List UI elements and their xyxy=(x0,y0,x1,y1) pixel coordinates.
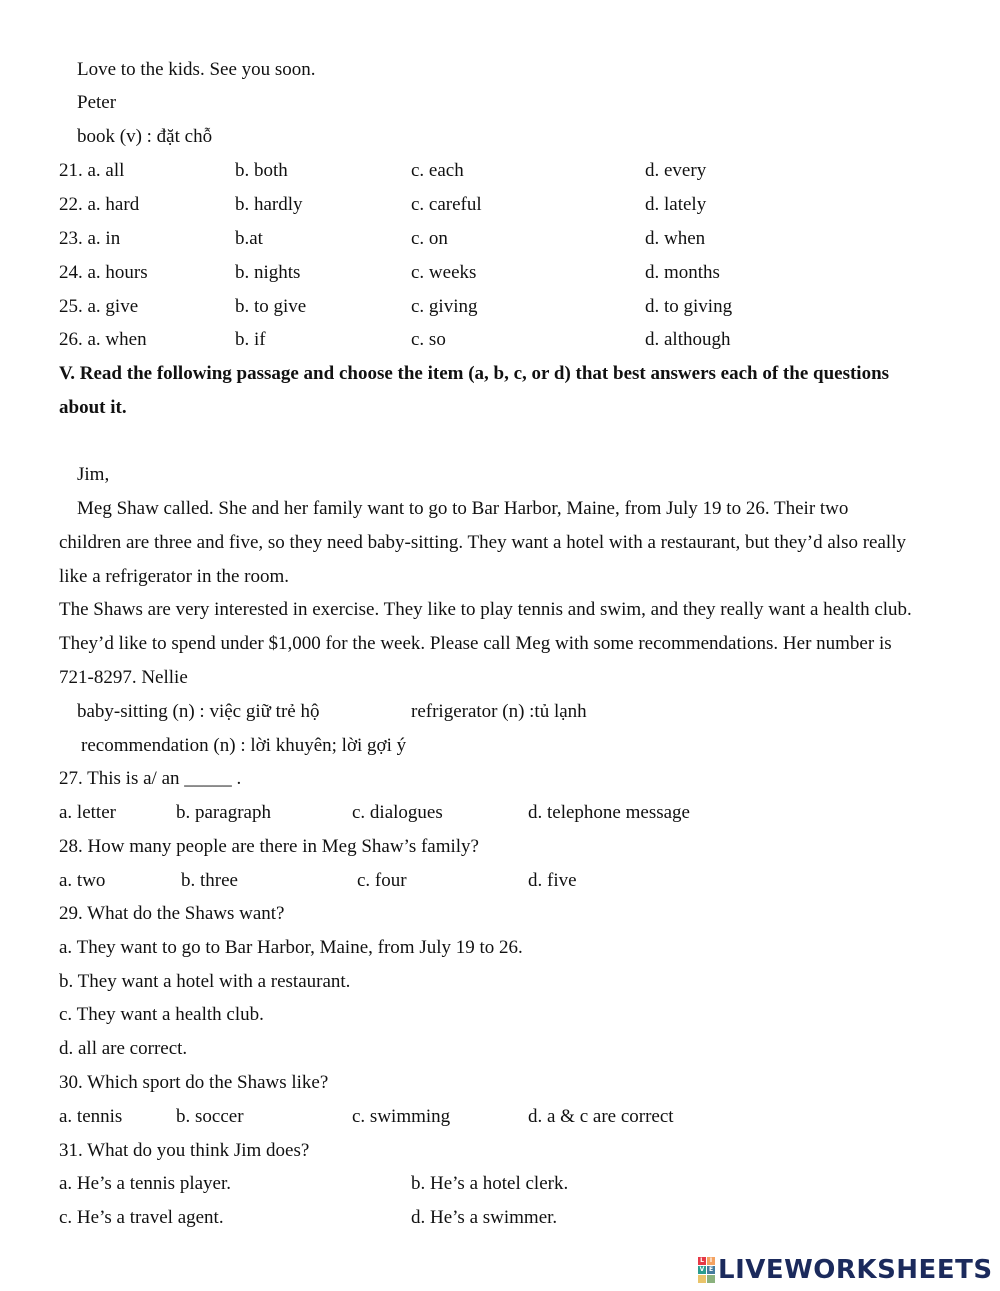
logo-mark-icon xyxy=(698,1257,715,1283)
q21-option-c[interactable]: c. each xyxy=(411,160,464,181)
passage-line: The Shaws are very interested in exercise. They like to play tennis and swim, and they really want a health club. xyxy=(59,599,912,620)
q21-option-d[interactable]: d. every xyxy=(645,160,707,181)
q21-option-b[interactable]: b. both xyxy=(235,160,288,181)
q30-option-a[interactable]: a. tennis xyxy=(59,1106,123,1127)
q21-option-a[interactable]: 21. a. all xyxy=(59,160,125,181)
q31-question: 31. What do you think Jim does? xyxy=(59,1140,310,1161)
q27-question: 27. This is a/ an _____ . xyxy=(59,768,242,789)
q31-option-a[interactable]: a. He’s a tennis player. xyxy=(59,1173,232,1194)
q29-option-a[interactable]: a. They want to go to Bar Harbor, Maine, from July 19 to 26. xyxy=(59,937,523,958)
q27-option-d[interactable]: d. telephone message xyxy=(528,802,690,823)
q31-option-c[interactable]: c. He’s a travel agent. xyxy=(59,1207,224,1228)
q23-option-c[interactable]: c. on xyxy=(411,228,448,249)
section-heading-cont: about it. xyxy=(59,397,127,418)
q29-question: 29. What do the Shaws want? xyxy=(59,903,285,924)
logo-block: V xyxy=(699,1266,705,1273)
q25-option-b[interactable]: b. to give xyxy=(235,296,307,317)
q28-option-c[interactable]: c. four xyxy=(357,870,407,891)
q31-option-d[interactable]: d. He’s a swimmer. xyxy=(411,1207,558,1228)
q30-option-b[interactable]: b. soccer xyxy=(176,1106,244,1127)
q27-option-a[interactable]: a. letter xyxy=(59,802,116,823)
q28-option-a[interactable]: a. two xyxy=(59,870,106,891)
q26-option-c[interactable]: c. so xyxy=(411,329,446,350)
q27-option-c[interactable]: c. dialogues xyxy=(352,802,443,823)
section-heading: V. Read the following passage and choose the item (a, b, c, or d) that best answers each of the questions xyxy=(59,363,890,384)
q22-option-a[interactable]: 22. a. hard xyxy=(59,194,140,215)
q26-option-d[interactable]: d. although xyxy=(645,329,731,350)
q25-option-a[interactable]: 25. a. give xyxy=(59,296,139,317)
logo-block xyxy=(707,1275,715,1283)
q24-option-a[interactable]: 24. a. hours xyxy=(59,262,148,283)
q26-option-a[interactable]: 26. a. when xyxy=(59,329,147,350)
q23-option-d[interactable]: d. when xyxy=(645,228,706,249)
vocab-recommendation: recommendation (n) : lời khuyên; lời gợi ý xyxy=(81,735,407,756)
q26-option-b[interactable]: b. if xyxy=(235,329,266,350)
q25-option-c[interactable]: c. giving xyxy=(411,296,478,317)
q22-option-b[interactable]: b. hardly xyxy=(235,194,303,215)
q31-option-b[interactable]: b. He’s a hotel clerk. xyxy=(411,1173,569,1194)
vocab-book: book (v) : đặt chỗ xyxy=(77,126,213,147)
passage-line: Meg Shaw called. She and her family want to go to Bar Harbor, Maine, from July 19 to 26. Their two xyxy=(77,498,849,519)
q30-question: 30. Which sport do the Shaws like? xyxy=(59,1072,329,1093)
vocab-baby-sitting: baby-sitting (n) : việc giữ trẻ hộ xyxy=(77,701,320,722)
logo-block: E xyxy=(708,1266,714,1273)
logo-block: L xyxy=(698,1257,706,1265)
passage-line: They’d like to spend under $1,000 for the week. Please call Meg with some recommendations. Her number is xyxy=(59,633,892,654)
passage-line: children are three and five, so they need baby-sitting. They want a hotel with a restaurant, but they’d also really xyxy=(59,532,906,553)
liveworksheets-logo[interactable] xyxy=(698,1252,993,1288)
closing-line: Love to the kids. See you soon. xyxy=(77,59,316,80)
passage-line: 721-8297. Nellie xyxy=(59,667,188,688)
passage-line: like a refrigerator in the room. xyxy=(59,566,290,587)
q28-option-d[interactable]: d. five xyxy=(528,870,577,891)
q28-question: 28. How many people are there in Meg Shaw’s family? xyxy=(59,836,479,857)
q24-option-c[interactable]: c. weeks xyxy=(411,262,477,283)
q22-option-d[interactable]: d. lately xyxy=(645,194,707,215)
passage-greeting: Jim, xyxy=(77,464,110,485)
signature: Peter xyxy=(77,92,117,113)
q23-option-b[interactable]: b.at xyxy=(235,228,263,249)
q29-option-b[interactable]: b. They want a hotel with a restaurant. xyxy=(59,971,351,992)
q23-option-a[interactable]: 23. a. in xyxy=(59,228,121,249)
q24-option-d[interactable]: d. months xyxy=(645,262,720,283)
q22-option-c[interactable]: c. careful xyxy=(411,194,482,215)
logo-block: I xyxy=(707,1257,715,1265)
logo-block xyxy=(698,1275,706,1283)
q24-option-b[interactable]: b. nights xyxy=(235,262,301,283)
vocab-refrigerator: refrigerator (n) :tủ lạnh xyxy=(411,701,587,722)
q27-option-b[interactable]: b. paragraph xyxy=(176,802,271,823)
q25-option-d[interactable]: d. to giving xyxy=(645,296,733,317)
q28-option-b[interactable]: b. three xyxy=(181,870,238,891)
logo-text: LIVEWORKSHEETS xyxy=(718,1255,993,1285)
q30-option-c[interactable]: c. swimming xyxy=(352,1106,451,1127)
q30-option-d[interactable]: d. a & c are correct xyxy=(528,1106,674,1127)
q29-option-c[interactable]: c. They want a health club. xyxy=(59,1004,264,1025)
q29-option-d[interactable]: d. all are correct. xyxy=(59,1038,188,1059)
